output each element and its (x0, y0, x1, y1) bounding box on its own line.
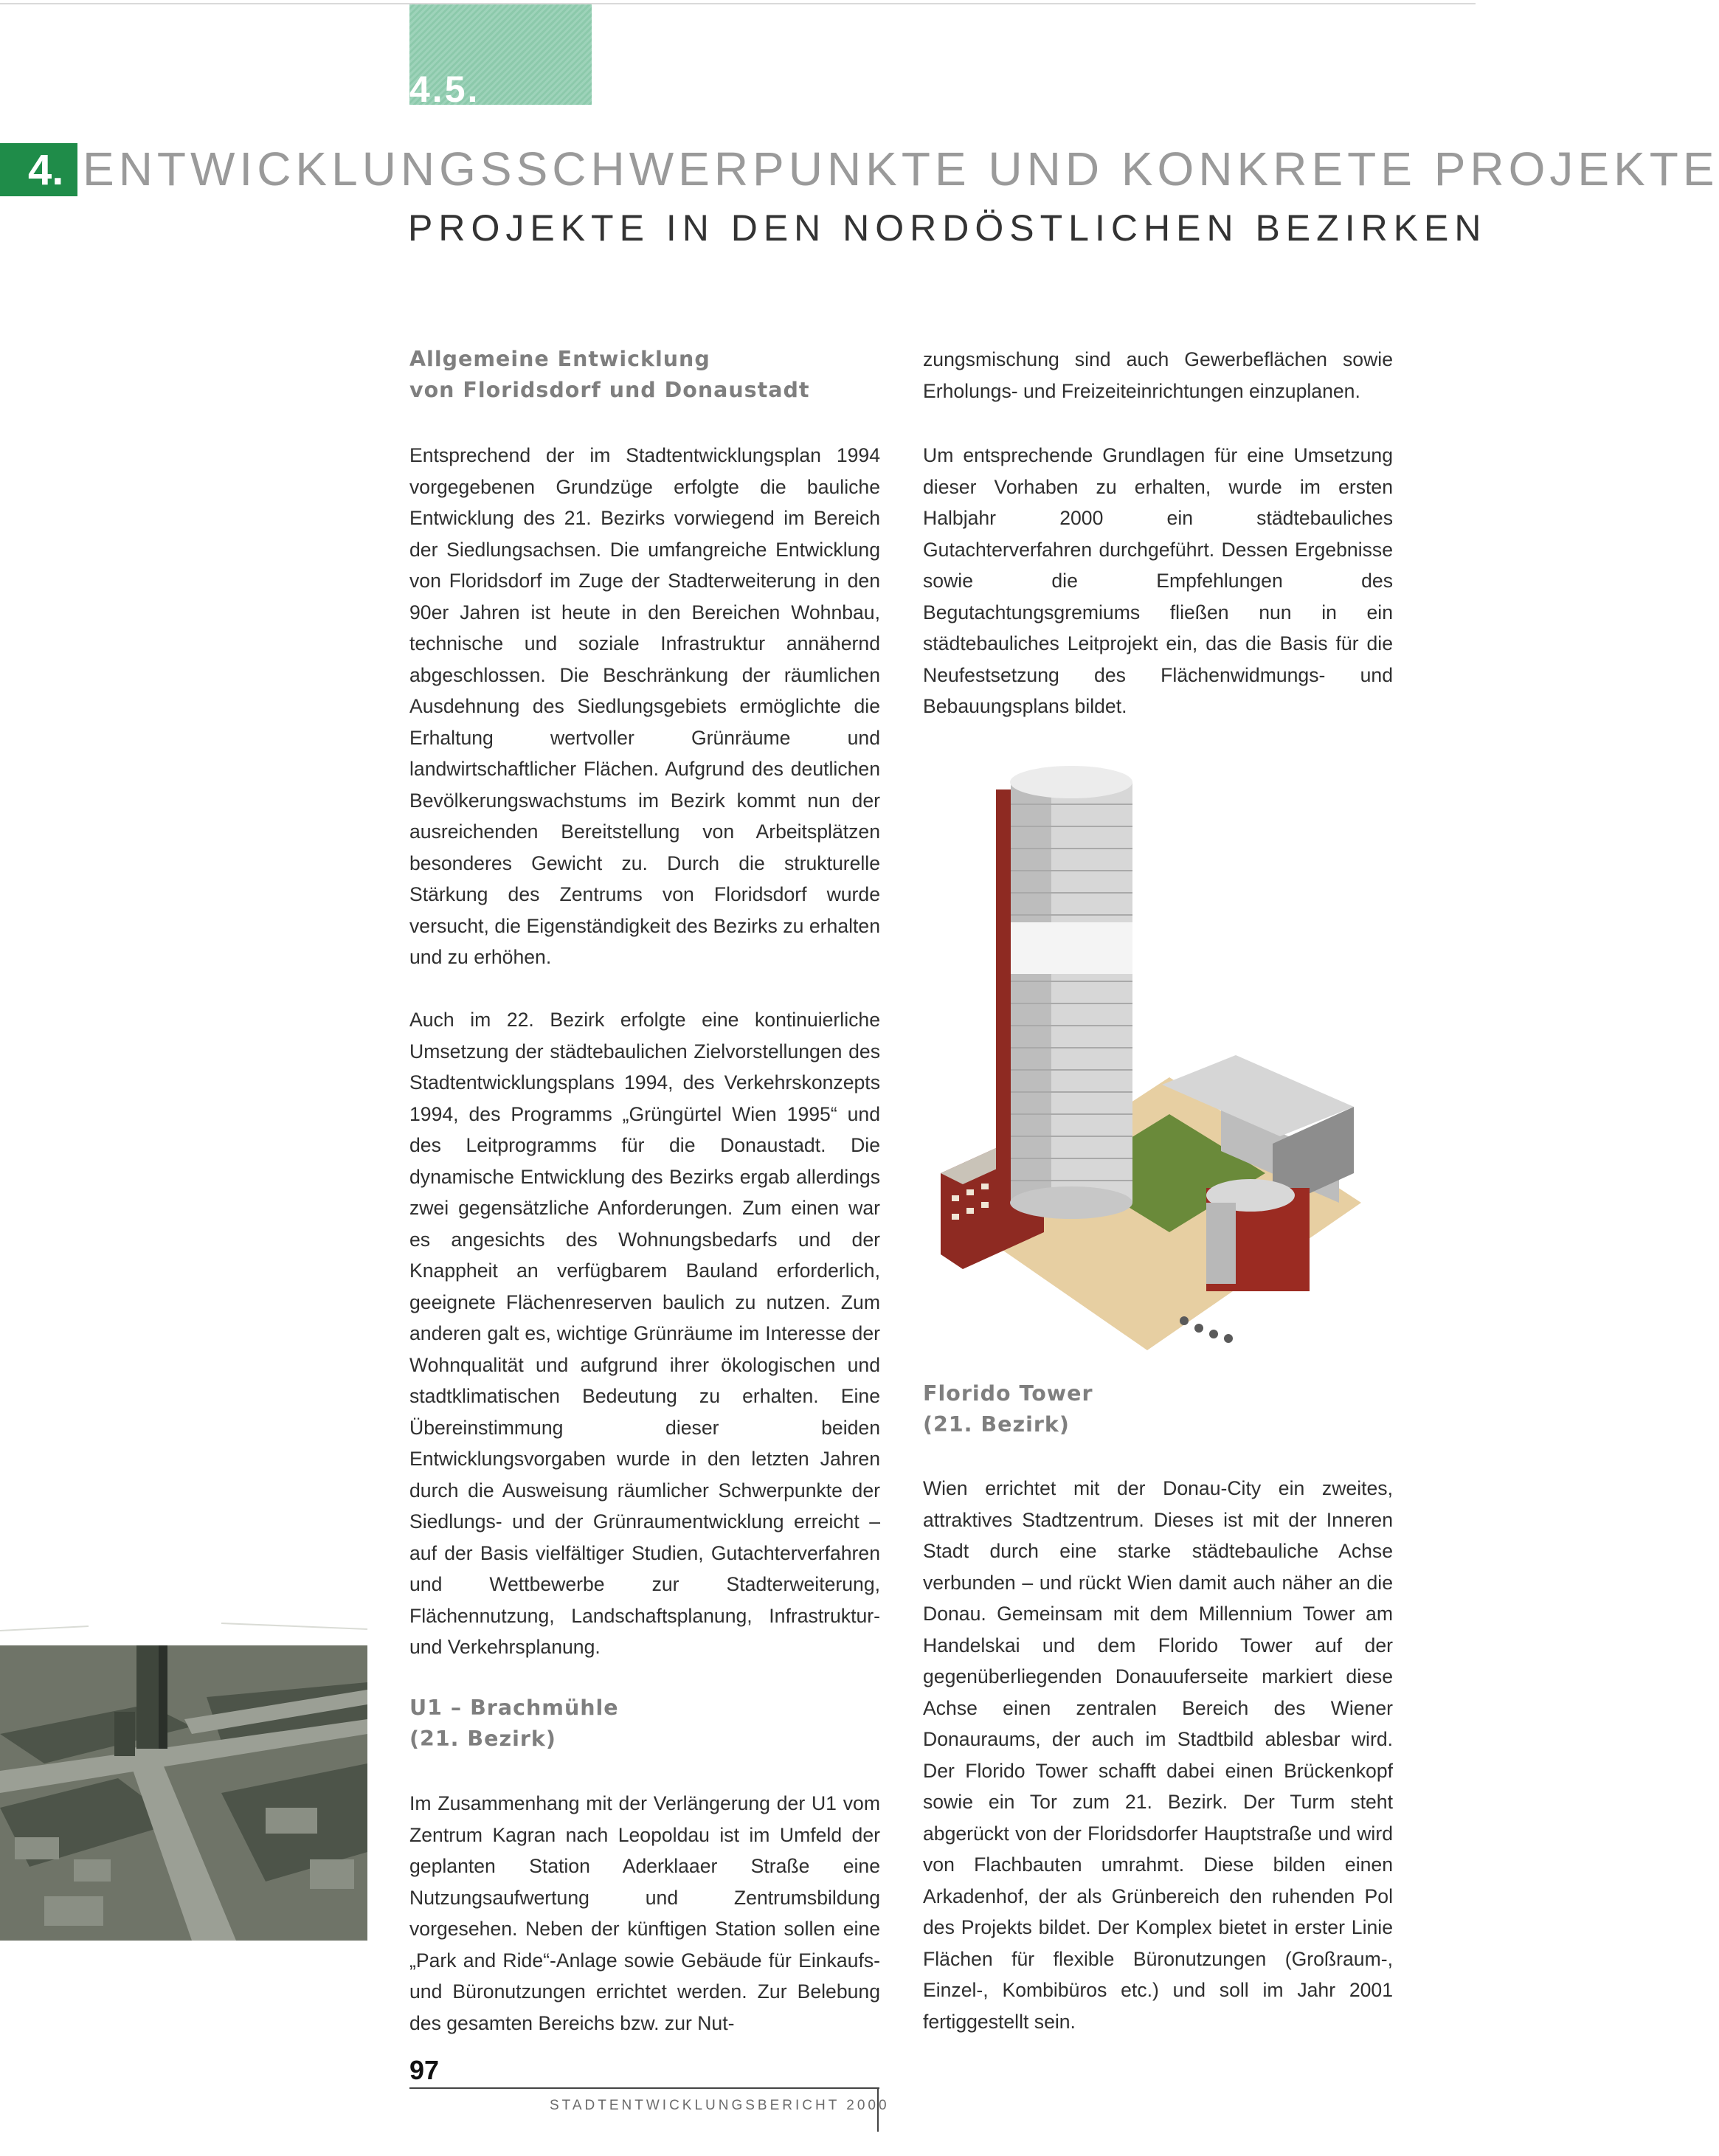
chapter-title: ENTWICKLUNGSSCHWERPUNKTE UND KONKRETE PROJEKTE (83, 142, 1719, 196)
top-rule (0, 3, 1476, 4)
paragraph-text: Auch im 22. Bezirk erfolgte eine kontinuierliche Umsetzung der städtebaulichen Zielvorstellungen des Stadtentwicklungsplans 1994, des Verkehrskonzepts 1994, des Programms „Grüngürtel Wien 1995“ und des Leitprogramms für die Donaustadt. Die dynamische Entwicklung des Bezirks ergab allerdings zwei gegensätzliche Anforderungen. Zum einen war es angesichts des Wohnungsbedarfs und der Knappheit an verfügbarem Bauland erforderlich, geeignete Flächenreserven baulich zu nutzen. Zum anderen galt es, wichtige Grünräume im Interesse der Wohnqualität und aufgrund ihrer ökologischen und stadtklimatischen Bedeutung zu erhalten. Eine Übereinstimmung dieser beiden Entwicklungsvorgaben wurde in den letzten Jahren durch die Ausweisung räumlicher Schwerpunkte der Siedlungs- und der Grünraumentwicklung erreicht – auf der Basis vielfältiger Studien, Gutachterverfahren und Wettbewerbe zur Stadterweiterung, Flächennutzung, Landschaftsplanung, Infrastruktur- und Verkehrsplanung. (409, 1009, 880, 1658)
paragraph (409, 1788, 880, 2039)
paragraph (409, 1004, 880, 1663)
paragraph-text: Im Zusammenhang mit der Verlängerung der U1 vom Zentrum Kagran nach Leopoldau ist im Umfeld der geplanten Station Aderklaaer Straße eine Nutzungsaufwertung und Zentrumsbildung vorgesehen. Neben der künftigen Station sollen eine „Park and Ride“-Anlage sowie Gebäude für Einkaufs- und Büronutzungen errichtet werden. Zur Belebung des gesamten Bereichs bzw. zur Nut- (409, 1792, 880, 2034)
tower-top (1010, 766, 1132, 798)
heading-line: Florido Tower (923, 1381, 1093, 1406)
page-number: 97 (409, 2055, 440, 2085)
florido-tower-rendering (926, 760, 1361, 1372)
paragraph (923, 1473, 1393, 2037)
section-tab-label: 4.5. (409, 69, 480, 110)
chapter-number: 4. (28, 146, 64, 194)
heading-line: (21. Bezirk) (923, 1412, 1070, 1437)
paragraph-text: Wien errichtet mit der Donau-City ein zweites, attraktives Stadtzentrum. Dieses ist mit der Inneren Stadt durch eine starke städtebauliche Achse verbunden – und rückt Wien damit auch näher an die Donau. Gemeinsam mit dem Millennium Tower am Handelskai und dem Florido Tower auf der gegenüberliegenden Donauuferseite markiert diese Achse einen zentralen Bereich des Wiener Donauraums, der auch im Stadtbild ablesbar wird. Der Florido Tower schafft dabei einen Brückenkopf sowie ein Tor zum 21. Bezirk. Der Turm steht abgerückt von der Floridsdorfer Hauptstraße und wird von Flachbauten umrahmt. Diese bilden einen Arkadenhof, der als Grünbereich den ruhenden Pol des Projekts bildet. Der Komplex bietet in erster Linie Flächen für flexible Büronutzungen (Großraum-, Einzel-, Kombibüros etc.) und soll im Jahr 2001 fertiggestellt sein. (923, 1477, 1393, 2033)
heading-u1-brachmuehle (409, 1693, 889, 1755)
paragraph-text: zungsmischung sind auch Gewerbeflächen sowie Erholungs- und Freizeiteinrichtungen einzuplanen. (923, 348, 1393, 402)
paragraph (923, 440, 1393, 722)
heading-line: (21. Bezirk) (409, 1727, 556, 1751)
tower-band (1011, 922, 1132, 974)
section-subtitle: PROJEKTE IN DEN NORDÖSTLICHEN BEZIRKEN (408, 207, 1487, 249)
paragraph-text: Entsprechend der im Stadtentwicklungsplan 1994 vorgegebenen Grundzüge erfolgte die bauliche Entwicklung des 21. Bezirks vorwiegend im Bereich der Siedlungsachsen. Die umfangreiche Entwicklung von Floridsdorf im Zuge der Stadterweiterung in den 90er Jahren ist heute in den Bereichen Wohnbau, technische und soziale Infrastruktur annähernd abgeschlossen. Die Beschränkung der räumlichen Ausdehnung des Siedlungsgebiets ermöglichte die Erhaltung wertvoller Grünräume und landwirtschaftlicher Flächen. Aufgrund des deutlichen Bevölkerungswachstums im Bezirk kommt nun der ausreichenden Bereitstellung von Arbeitsplätzen besonderes Gewicht zu. Durch die strukturelle Stärkung des Zentrums von Floridsdorf wurde versucht, die Eigenständigkeit des Bezirks zu erhalten und zu erhöhen. (409, 444, 880, 968)
heading-line: von Floridsdorf und Donaustadt (409, 378, 810, 402)
heading-allgemeine-entwicklung (409, 344, 889, 406)
footer-rule (409, 2087, 879, 2089)
aerial-city-rendering (0, 1616, 367, 1941)
heading-line: Allgemeine Entwicklung (409, 347, 710, 371)
heading-florido-tower (923, 1378, 1402, 1440)
trees (1180, 1316, 1233, 1343)
tower-block (136, 1645, 159, 1749)
paragraph-text: Um entsprechende Grundlagen für eine Umsetzung dieser Vorhaben zu erhalten, wurde im ersten Halbjahr 2000 ein städtebauliches Gutachterverfahren durchgeführt. Dessen Ergebnisse sowie die Empfehlungen des Begutachtungsgremiums fließen nun in ein städtebauliches Leitprojekt ein, das die Basis für die Neufestsetzung des Flächenwidmungs- und Bebauungsplans bildet. (923, 444, 1393, 717)
publication-title: STADTENTWICKLUNGSBERICHT 2000 (550, 2098, 890, 2113)
paragraph (409, 440, 880, 973)
tower-red-core (996, 790, 1011, 1203)
heading-line: U1 – Brachmühle (409, 1696, 619, 1720)
paragraph (923, 344, 1393, 407)
